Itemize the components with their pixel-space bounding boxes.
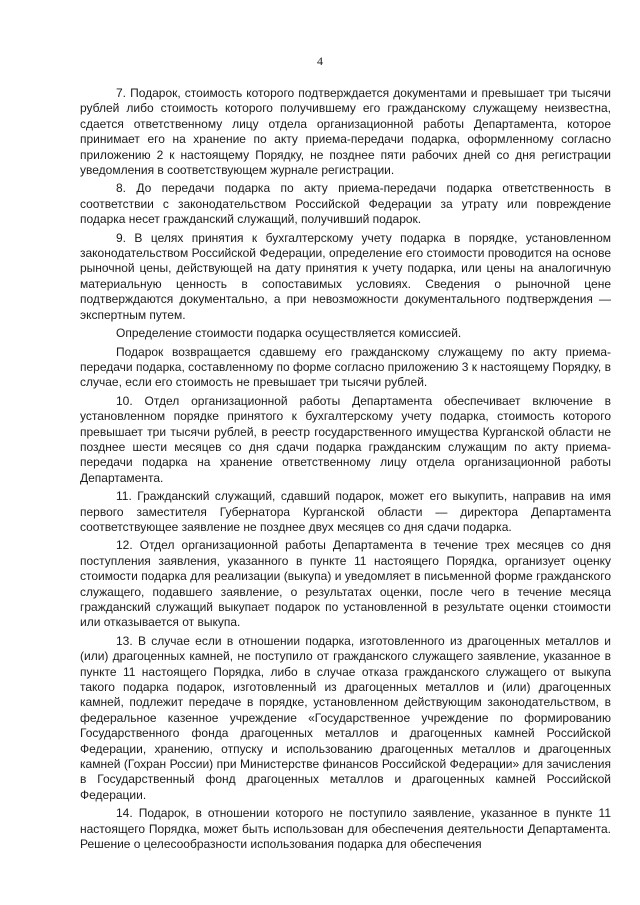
- page-number: 4: [317, 54, 323, 68]
- paragraph-item-11: 11. Гражданский служащий, сдавший подарок, может его выкупить, направив на имя первого заместителя Губернатора Курганской области — директора Департамента соответствующее заявление не позднее двух месяцев со дня сдачи подарка.: [80, 489, 611, 534]
- paragraph-item-14: 14. Подарок, в отношении которого не поступило заявление, указанное в пункте 11 настоящего Порядка, может быть использован для обеспечения деятельности Департамента. Решение о целесообразности использования подарка для обеспечения: [80, 806, 611, 852]
- paragraph-item-13: 13. В случае если в отношении подарка, изготовленного из драгоценных металлов и (или) драгоценных камней, не поступило от гражданского служащего заявление, указанное в пункте 11 настоящего Порядка, либо в случае отказа гражданского служащего от выкупа такого подарка подарок, изготовленный из драгоценных металлов и (или) драгоценных камней, подлежит передаче в порядке, установленном действующим законодательством, в федеральное казенное учреждение «Государственное учреждение по формированию Государственного фонда драгоценных металлов и драгоценных камней Российской Федерации, хранению, отпуску и использованию драгоценных металлов и драгоценных камней (Гохран России) при Министерстве финансов Российской Федерации» для зачисления в Государственный фонд драгоценных металлов и драгоценных камней Российской Федерации.: [80, 633, 611, 802]
- paragraph-item-7: 7. Подарок, стоимость которого подтверждается документами и превышает три тысячи рублей либо стоимость которого получившему его гражданскому служащему неизвестна, сдается ответственному лицу отдела организационной работы Департамента, которое принимает его на хранение по акту приема-передачи подарка, оформленному согласно приложению 2 к настоящему Порядку, не позднее пяти рабочих дней со дня регистрации уведомления в соответствующем журнале регистрации.: [80, 86, 611, 178]
- paragraph-item-8: 8. До передачи подарка по акту приема-передачи подарка ответственность в соответствии с законодательством Российской Федерации за утрату или повреждение подарка несет гражданский служащий, получивший подарок.: [80, 181, 611, 227]
- paragraph-item-9: 9. В целях принятия к бухгалтерскому учету подарка в порядке, установленном законодательством Российской Федерации, определение его стоимости проводится на основе рыночной цены, действующей на дату принятия к учету подарка, или цены на аналогичную материальную ценность в сопоставимых условиях. Сведения о рыночной цене подтверждаются документально, а при невозможности документального подтверждения — экспертным путем.: [80, 230, 611, 322]
- paragraph-valuation-commission: Определение стоимости подарка осуществляется комиссией.: [116, 326, 462, 341]
- paragraph-item-10: 10. Отдел организационной работы Департамента обеспечивает включение в установленном порядке принятого к бухгалтерскому учету подарка, стоимость которого превышает три тысячи рублей, в реестр государственного имущества Курганской области не позднее шести месяцев со дня сдачи подарка гражданским служащим по акту приема-передачи подарка на хранение ответственному лицу отдела организационной работы Департамента.: [80, 393, 611, 485]
- paragraph-gift-return: Подарок возвращается сдавшему его гражданскому служащему по акту приема-передачи подарка, составленному по форме согласно приложению 3 к настоящему Порядку, в случае, если его стоимость не превышает три тысячи рублей.: [80, 344, 611, 390]
- document-body: [80, 86, 611, 853]
- paragraph-item-12: 12. Отдел организационной работы Департамента в течение трех месяцев со дня поступления заявления, указанного в пункте 11 настоящего Порядка, организует оценку стоимости подарка для реализации (выкупа) и уведомляет в письменной форме гражданского служащего, подавшего заявление, о результатах оценки, после чего в течение месяца гражданский служащий выкупает подарок по установленной в результате оценки стоимости или отказывается от выкупа.: [80, 538, 611, 630]
